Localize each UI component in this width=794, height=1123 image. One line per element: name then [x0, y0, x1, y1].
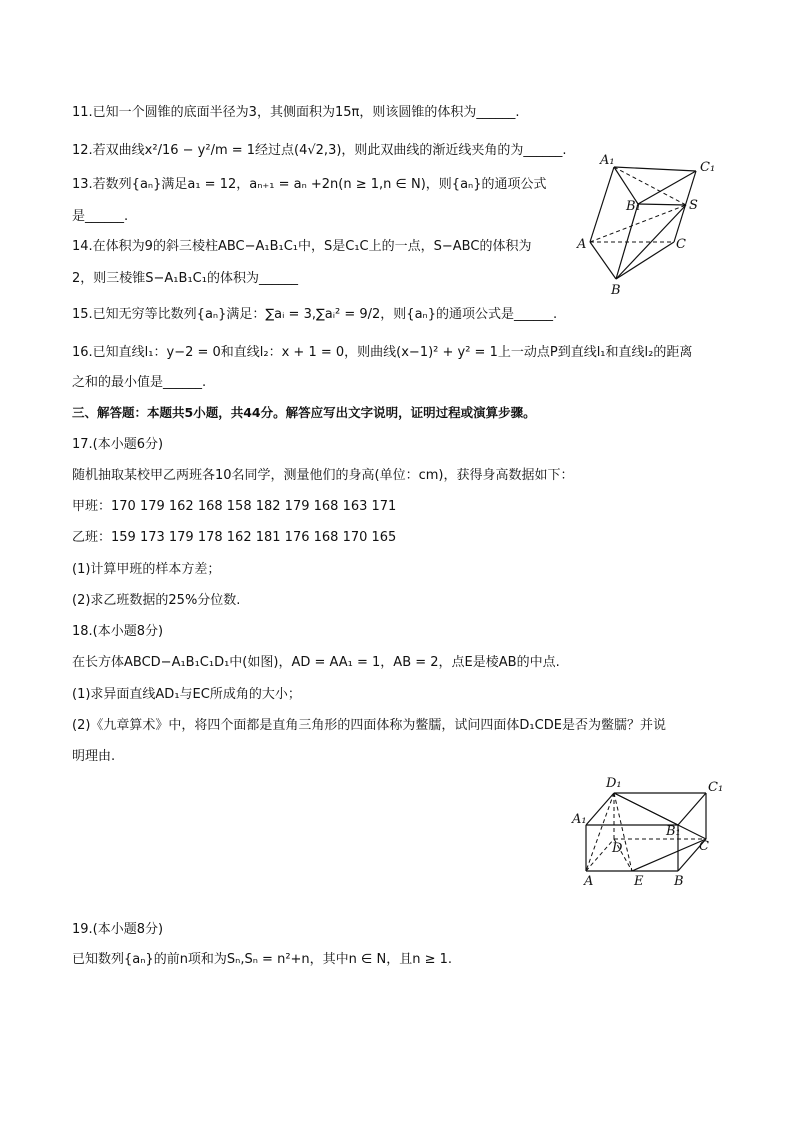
edge-a-d [586, 839, 614, 871]
edge-a1-d1 [586, 793, 614, 825]
question-17-intro [72, 467, 574, 485]
label-c1: C₁ [708, 780, 724, 795]
label-s: S [689, 198, 698, 213]
question-17-class-b [72, 529, 396, 547]
question-18-title [72, 623, 163, 641]
question-13-line-1 [72, 176, 546, 194]
question-15-text: 15.已知无穷等比数列{aₙ}满足：∑aᵢ = 3,∑aᵢ² = 9/2，则{aₙ}的通项公式是______. [72, 307, 558, 322]
label-a: A [577, 237, 587, 252]
label-b: B [611, 283, 621, 298]
question-17-part-2 [72, 592, 240, 610]
question-14-text-1: 14.在体积为9的斜三棱柱ABC−A₁B₁C₁中，S是C₁C上的一点，S−ABC的体积为 [72, 239, 532, 254]
question-17-class-a-text: 甲班：170 179 162 168 158 182 179 168 163 171 [72, 499, 397, 514]
question-13-text-1: 13.若数列{aₙ}满足a₁ = 12，aₙ₊₁ = aₙ +2n(n ≥ 1,n ∈ N)，则{aₙ}的通项公式 [72, 177, 547, 192]
edge-d1-e [614, 793, 632, 871]
label-a: A [584, 874, 594, 889]
question-14-line-2 [72, 270, 298, 288]
question-18-intro-text: 在长方体ABCD−A₁B₁C₁D₁中(如图)，AD = AA₁ = 1，AB = 2，点E是棱AB的中点. [72, 655, 560, 670]
question-18-title-text: 18.(本小题8分) [72, 624, 164, 639]
question-14-text-2: 2，则三棱锥S−A₁B₁C₁的体积为______ [72, 271, 298, 286]
question-18-part-1 [72, 686, 301, 704]
edge-a1-s [614, 167, 686, 205]
edge-b1-c1 [678, 793, 706, 825]
label-b1: B₁ [626, 199, 641, 214]
question-19-title-text: 19.(本小题8分) [72, 922, 164, 937]
edge-e-c [632, 839, 706, 871]
label-c: C [699, 839, 709, 854]
question-14-line-1 [72, 238, 531, 256]
label-b: B [674, 874, 684, 889]
label-e: E [634, 874, 644, 889]
question-15 [72, 306, 557, 324]
question-13-line-2 [72, 208, 128, 226]
cuboid-figure [570, 772, 730, 892]
question-18-part-1-text: (1)求异面直线AD₁与EC所成角的大小； [72, 687, 301, 702]
question-18-part-2-line-1 [72, 717, 666, 735]
label-c: C [676, 237, 686, 252]
question-17-title [72, 436, 163, 454]
question-17-intro-text: 随机抽取某校甲乙两班各10名同学，测量他们的身高(单位：cm)，获得身高数据如下： [72, 468, 574, 483]
edge-a1-a [590, 167, 614, 242]
question-11 [72, 104, 519, 122]
question-13-text-2: 是______. [72, 209, 129, 224]
question-18-part-2-line-2 [72, 748, 115, 766]
question-11-text: 11.已知一个圆锥的底面半径为3，其侧面积为15π，则该圆锥的体积为______. [72, 105, 520, 120]
label-d: D [612, 841, 623, 856]
question-19-intro-text: 已知数列{aₙ}的前n项和为Sₙ,Sₙ = n²+n，其中n ∈ N，且n ≥ 1. [72, 952, 453, 967]
label-a1: A₁ [572, 812, 587, 827]
question-18-part-2-text-1: (2)《九章算术》中，将四个面都是直角三角形的四面体称为鳖臑，试问四面体D₁CDE是否为鳖臑？并说 [72, 718, 666, 733]
label-c1: C₁ [700, 160, 716, 175]
question-19-intro [72, 951, 452, 969]
question-18-part-2-text-2: 明理由. [72, 749, 116, 764]
section-3-heading [72, 404, 536, 422]
label-b1: B₁ [666, 824, 681, 839]
question-18-intro [72, 654, 560, 672]
question-17-title-text: 17.(本小题6分) [72, 437, 164, 452]
edge-a1-c1 [614, 167, 696, 171]
question-17-part-1 [72, 561, 220, 579]
label-a1: A₁ [600, 153, 615, 168]
edge-a-b [590, 242, 616, 279]
question-19-title [72, 921, 163, 939]
question-17-part-2-text: (2)求乙班数据的25%分位数. [72, 593, 241, 608]
question-16-line-1 [72, 344, 692, 362]
question-12-text: 12.若双曲线x²/16 − y²/m = 1经过点(4√2,3)，则此双曲线的渐近线夹角的为______. [72, 143, 567, 158]
label-d1: D₁ [606, 776, 622, 791]
question-17-class-a [72, 498, 396, 516]
edge-d1-c [614, 793, 706, 839]
question-16-line-2 [72, 374, 206, 392]
question-17-part-1-text: (1)计算甲班的样本方差； [72, 562, 221, 577]
question-17-class-b-text: 乙班：159 173 179 178 162 181 176 168 170 165 [72, 530, 397, 545]
question-12 [72, 142, 567, 160]
prism-figure [570, 150, 730, 300]
question-16-text-2: 之和的最小值是______. [72, 375, 207, 390]
question-16-text-1: 16.已知直线l₁：y−2 = 0和直线l₂：x + 1 = 0，则曲线(x−1)² + y² = 1上一动点P到直线l₁和直线l₂的距离 [72, 345, 693, 360]
edge-d1-a [586, 793, 614, 871]
section-3-text: 三、解答题：本题共5小题，共44分。解答应写出文字说明，证明过程或演算步骤。 [72, 405, 536, 420]
edge-s-b1 [638, 204, 686, 205]
